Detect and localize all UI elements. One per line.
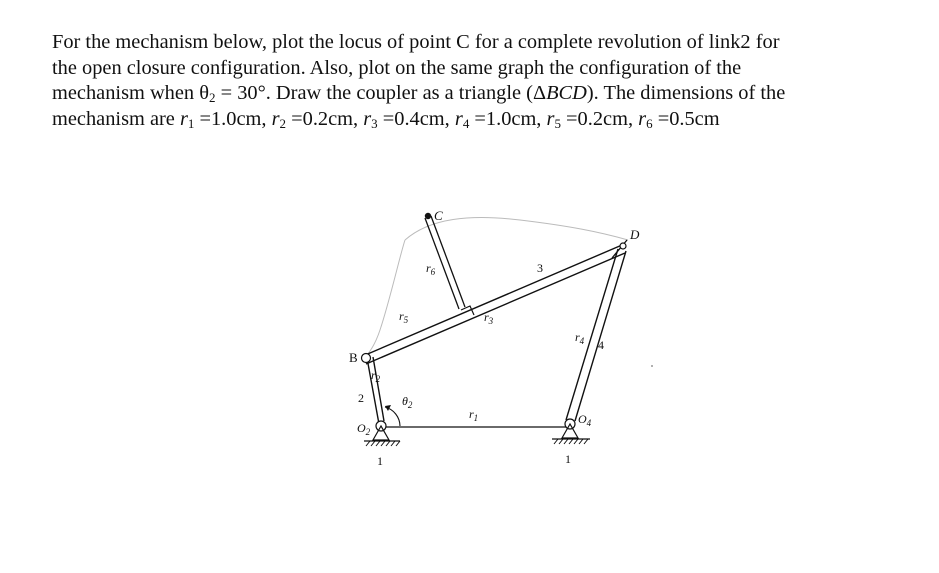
- label-link-2: 2: [358, 391, 364, 405]
- label-r1: $r_1$: [469, 407, 479, 423]
- label-link-4: 4: [598, 338, 604, 352]
- problem-line-2: the open closure configuration. Also, plot on the same graph the configuration of the: [52, 56, 742, 79]
- theta-arc: [385, 407, 400, 426]
- line3-part-a: mechanism when θ: [52, 82, 209, 105]
- stray-dot: [651, 365, 653, 367]
- label-r4: $r_4$: [575, 330, 585, 346]
- link-3-coupler: [363, 245, 625, 364]
- dimension-r6: $r_6 =0.5cm$: [638, 107, 720, 131]
- dimension-r4: $r_4 =1.0cm$,: [454, 107, 547, 131]
- dimension-r2: $r_2 =0.2cm$,: [271, 107, 364, 131]
- label-r2: $r_2$: [371, 368, 381, 384]
- label-o2: $O_2$: [357, 421, 371, 437]
- joint-b: [362, 354, 371, 363]
- point-c-dot: [425, 213, 431, 219]
- dimension-r5: $r_5 =0.2cm$,: [546, 107, 639, 131]
- line3-part-c: ). The dimensions of the: [586, 82, 786, 105]
- triangle-bcd: BCD: [546, 82, 587, 105]
- label-c: C: [434, 208, 443, 223]
- theta-arrowhead: [385, 405, 391, 411]
- label-ground-right: 1: [565, 452, 571, 466]
- dimension-r3: $r_3 =0.4cm$,: [363, 107, 455, 131]
- problem-line-1: For the mechanism below, plot the locus of point C for a complete revolution of link2 for: [52, 31, 780, 53]
- theta-subscript: 2: [209, 90, 216, 106]
- label-o4: $O_4$: [578, 412, 592, 428]
- label-d: D: [630, 227, 640, 242]
- line3-part-b: = 30°. Draw the coupler as a triangle (Δ: [215, 82, 547, 105]
- label-theta2: $\theta_2$: [402, 394, 413, 410]
- dimension-r1: $r_1 =1.0cm$,: [179, 107, 272, 131]
- label-r3: $r_3$: [484, 310, 494, 326]
- label-ground-left: 1: [377, 454, 383, 468]
- link-r6: [425, 216, 474, 315]
- label-r6: $r_6$: [426, 261, 436, 277]
- line4-prefix: mechanism are: [52, 107, 180, 130]
- label-r5: $r_5$: [399, 309, 409, 325]
- label-link-3: 3: [537, 261, 543, 275]
- label-b: B: [349, 350, 358, 365]
- joint-d: [620, 243, 626, 249]
